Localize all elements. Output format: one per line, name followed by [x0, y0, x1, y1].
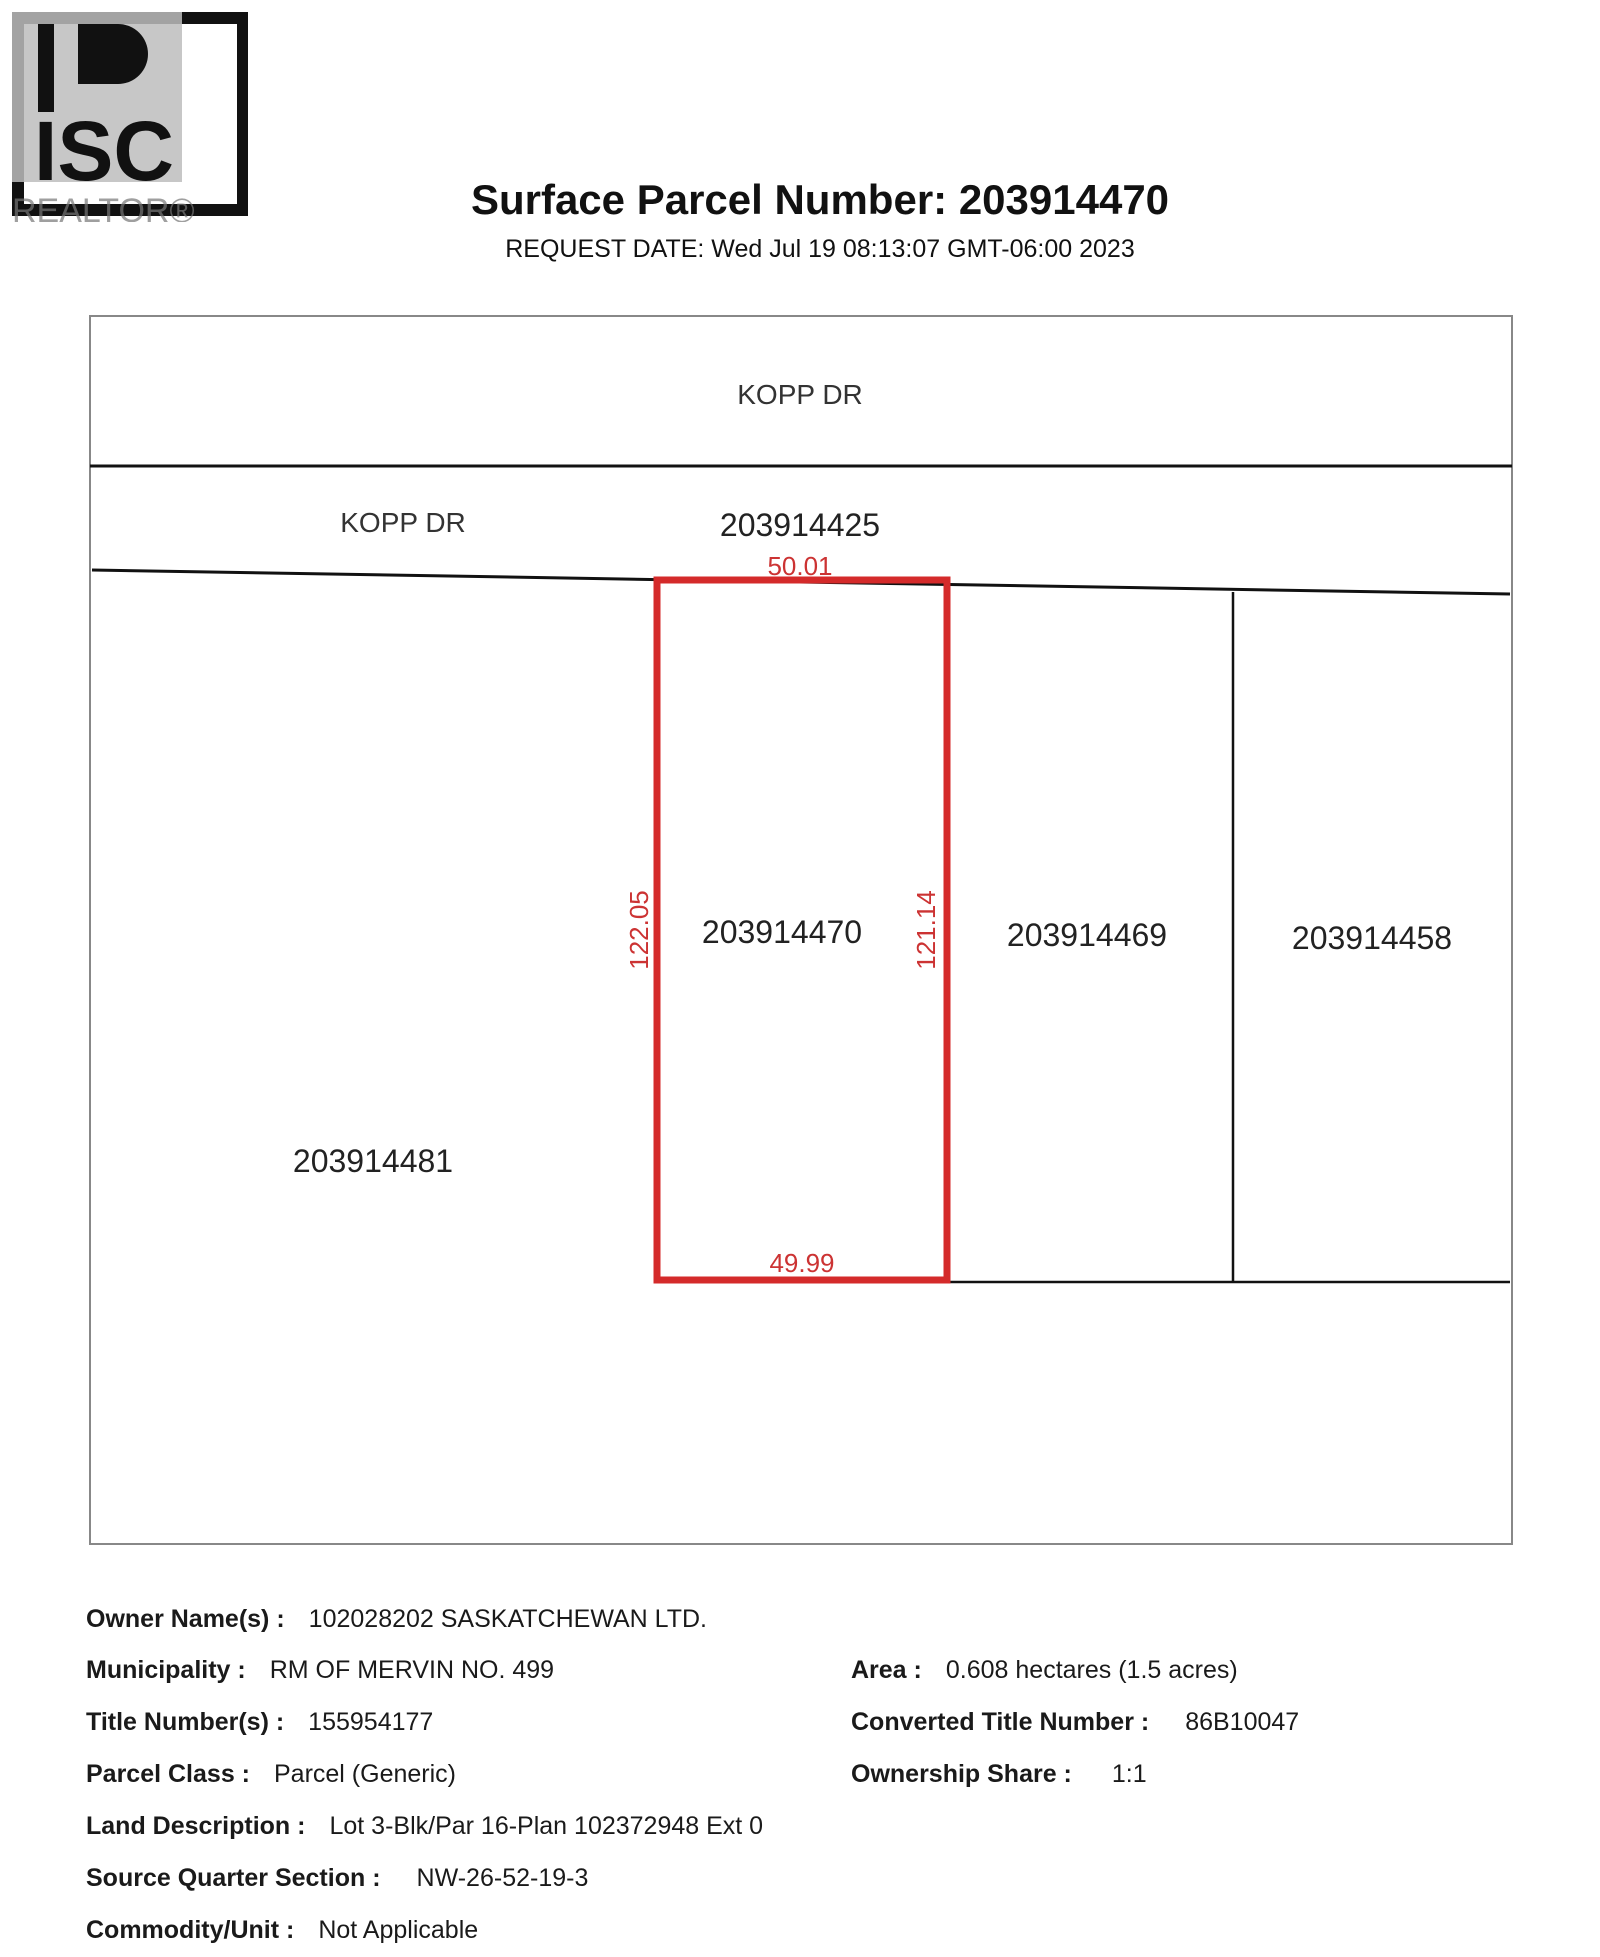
- area-label: Area :: [851, 1656, 922, 1684]
- owner-row: [86, 1605, 707, 1634]
- ownership-share-row: [851, 1760, 1147, 1789]
- land-description-label: Land Description :: [86, 1812, 306, 1840]
- logo-isc-text: ISC: [34, 104, 175, 198]
- dimension-top: 50.01: [767, 551, 833, 581]
- municipality-value: RM OF MERVIN NO. 499: [269, 1656, 555, 1684]
- title-number-row: [86, 1708, 433, 1737]
- source-quarter-value: NW-26-52-19-3: [416, 1864, 589, 1892]
- parcel-label-east-1: 203914469: [1006, 917, 1168, 953]
- owner-value: 102028202 SASKATCHEWAN LTD.: [308, 1605, 707, 1633]
- converted-title-value: 86B10047: [1185, 1708, 1300, 1736]
- ownership-share-value: 1:1: [1111, 1760, 1147, 1788]
- dimension-right: 121.14: [911, 890, 941, 970]
- parcel-class-row: [86, 1760, 456, 1789]
- parcel-label-east-2: 203914458: [1291, 920, 1453, 956]
- parcel-label-west: 203914481: [292, 1143, 454, 1179]
- parcel-label-north: 203914425: [719, 507, 881, 543]
- road-label-top: KOPP DR: [737, 379, 863, 410]
- municipality-row: [86, 1656, 554, 1685]
- commodity-value: Not Applicable: [318, 1916, 479, 1944]
- road-label-left: KOPP DR: [340, 507, 466, 538]
- ownership-share-label: Ownership Share :: [851, 1760, 1072, 1788]
- land-description-row: [86, 1812, 763, 1841]
- request-date: REQUEST DATE: Wed Jul 19 08:13:07 GMT-06:00 2023: [505, 235, 1135, 263]
- parcel-class-value: Parcel (Generic): [274, 1760, 456, 1788]
- land-description-value: Lot 3-Blk/Par 16-Plan 102372948 Ext 0: [329, 1812, 764, 1840]
- area-value: 0.608 hectares (1.5 acres): [945, 1656, 1238, 1684]
- title-number-value: 155954177: [308, 1708, 434, 1736]
- logo-realtor-text: REALTOR®: [12, 192, 195, 222]
- title-number-label: Title Number(s) :: [86, 1708, 285, 1736]
- commodity-label: Commodity/Unit :: [86, 1916, 295, 1944]
- owner-label: Owner Name(s) :: [86, 1605, 285, 1633]
- parcel-class-label: Parcel Class :: [86, 1760, 250, 1788]
- dimension-bottom: 49.99: [769, 1248, 835, 1278]
- municipality-label: Municipality :: [86, 1656, 246, 1684]
- parcel-label-subject: 203914470: [701, 914, 863, 950]
- source-quarter-label: Source Quarter Section :: [86, 1864, 381, 1892]
- source-quarter-row: [86, 1864, 588, 1893]
- area-row: [851, 1656, 1238, 1685]
- page-title: Surface Parcel Number: 203914470: [470, 176, 1170, 223]
- converted-title-label: Converted Title Number :: [851, 1708, 1150, 1736]
- dimension-left: 122.05: [624, 890, 654, 970]
- converted-title-row: [851, 1708, 1299, 1737]
- commodity-row: [86, 1916, 478, 1945]
